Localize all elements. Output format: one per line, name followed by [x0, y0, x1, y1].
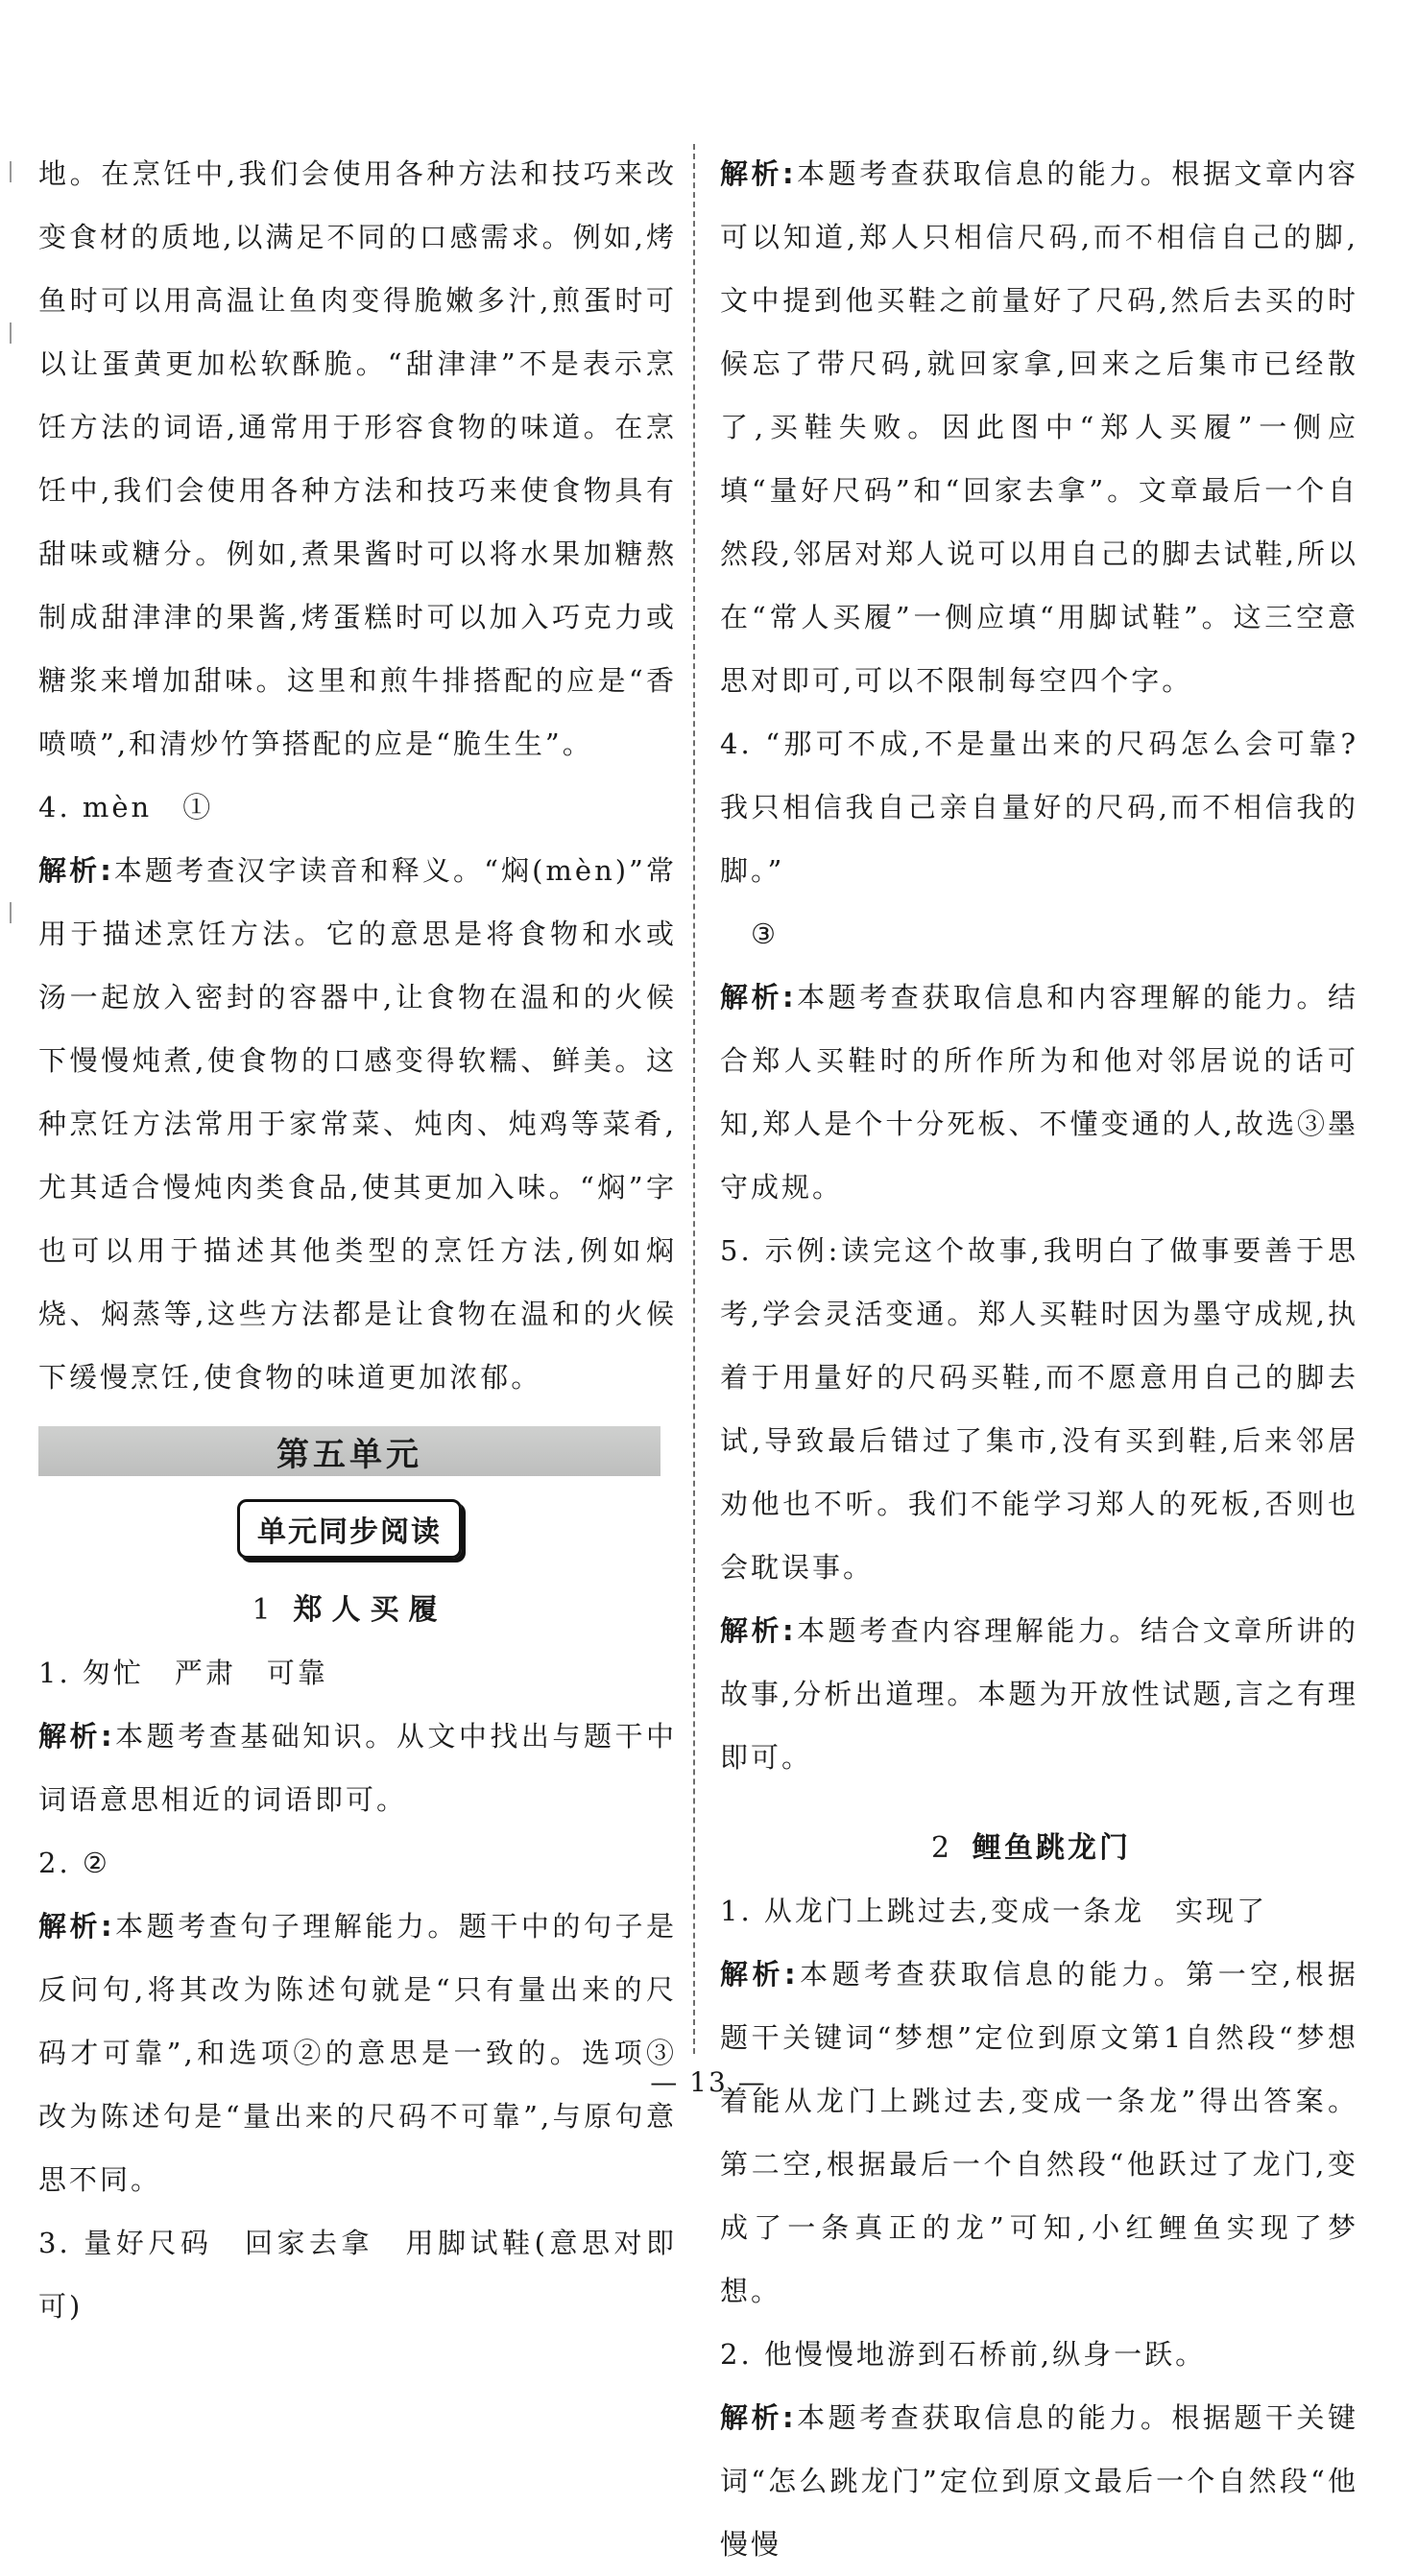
page-number: — 13 —: [650, 2066, 767, 2098]
analysis-text: 本题考查获取信息的能力。根据题干关键词“怎么跳龙门”定位到原文最后一个自然段“他慢慢: [720, 2401, 1358, 2561]
lesson1-answer-1: 1. 匆忙 严肃 可靠: [38, 1657, 328, 1689]
unit-title: 第五单元: [38, 1426, 660, 1476]
lesson-number: 2: [930, 1831, 950, 1865]
analysis-label: 解析:: [720, 1958, 799, 1991]
lesson2-answer-2: 2. 他慢慢地游到石桥前,纵身一跃。: [720, 2338, 1207, 2371]
analysis-label: 解析:: [720, 1614, 797, 1647]
lesson1-analysis-2: [38, 1895, 677, 2211]
lesson1-answer-4: 4. “那可不成,不是量出来的尺码怎么会可靠?我只相信我自己亲自量好的尺码,而不相信我的脚。”: [720, 727, 1358, 887]
lesson-name: 鲤鱼跳龙门: [973, 1831, 1132, 1865]
lesson-number: 1: [252, 1593, 271, 1627]
lesson-name: 郑人买履: [293, 1593, 447, 1627]
analysis-label: 解析:: [720, 981, 797, 1014]
lesson1-analysis-1: [38, 1705, 677, 1831]
lesson1-analysis-4: [720, 966, 1358, 1219]
right-column: [720, 142, 1358, 2576]
lesson1-answer-3: 3. 量好尺码 回家去拿 用脚试鞋(意思对即可): [38, 2227, 677, 2323]
lesson1-analysis-5: [720, 1599, 1358, 1789]
lesson2-analysis-1: [720, 1943, 1358, 2323]
left-column: [38, 142, 677, 2338]
lesson-1-title: [38, 1584, 660, 1637]
lesson2-analysis-2: [720, 2386, 1358, 2576]
answer-continuation: 地。在烹饪中,我们会使用各种方法和技巧来改变食材的质地,以满足不同的口感需求。例如,烤鱼时可以用高温让鱼肉变得脆嫩多汁,煎蛋时可以让蛋黄更加松软酥脆。“甜津津”不是表示烹饪方法的词语,通常用于形容食物的味道。在烹饪中,我们会使用各种方法和技巧来使食物具有甜味或糖分。例如,煮果酱时可以将水果加糖熬制成甜津津的果酱,烤蛋糕时可以加入巧克力或糖浆来增加甜味。这里和煎牛排搭配的应是“香喷喷”,和清炒竹笋搭配的应是“脆生生”。: [38, 157, 677, 760]
analysis-text: 本题考查汉字读音和释义。“焖(mèn)”常用于描述烹饪方法。它的意思是将食物和水或汤一起放入密封的容器中,让食物在温和的火候下慢慢炖煮,使食物的口感变得软糯、鲜美。这种烹饪方法常用于家常菜、炖肉、炖鸡等菜肴,尤其适合慢炖肉类食品,使其更加入味。“焖”字也可以用于描述其他类型的烹饪方法,例如焖烧、焖蒸等,这些方法都是让食物在温和的火候下缓慢烹饪,使食物的味道更加浓郁。: [38, 854, 677, 1394]
margin-tick: [10, 322, 12, 344]
section-tag: 单元同步阅读: [237, 1499, 462, 1559]
lesson1-analysis-3: [720, 142, 1358, 712]
margin-tick: [10, 161, 12, 182]
analysis-text: 本题考查内容理解能力。结合文章所讲的故事,分析出道理。本题为开放性试题,言之有理即可。: [720, 1614, 1358, 1774]
analysis-text: 本题考查获取信息和内容理解的能力。结合郑人买鞋时的所作所为和他对邻居说的话可知,郑人是个十分死板、不懂变通的人,故选③墨守成规。: [720, 981, 1358, 1204]
answer-4: 4. mèn ①: [38, 791, 214, 823]
lesson1-answer-5: 5. 示例:读完这个故事,我明白了做事要善于思考,学会灵活变通。郑人买鞋时因为墨守成规,执着于用量好的尺码买鞋,而不愿意用自己的脚去试,导致最后错过了集市,没有买到鞋,后来邻居劝他也不听。我们不能学习郑人的死板,否则也会耽误事。: [720, 1234, 1358, 1584]
analysis-label: 解析:: [720, 157, 797, 190]
analysis-label: 解析:: [720, 2401, 797, 2434]
analysis-text: 本题考查获取信息的能力。根据文章内容可以知道,郑人只相信尺码,而不相信自己的脚,文中提到他买鞋之前量好了尺码,然后去买的时候忘了带尺码,就回家拿,回来之后集市已经散了,买鞋失败。因此图中“郑人买履”一侧应填“量好尺码”和“回家去拿”。文章最后一个自然段,邻居对郑人说可以用自己的脚去试鞋,所以在“常人买履”一侧应填“用脚试鞋”。这三空意思对即可,可以不限制每空四个字。: [720, 157, 1358, 697]
analysis-text: 本题考查基础知识。从文中找出与题干中词语意思相近的词语即可。: [38, 1720, 677, 1816]
analysis-label: 解析:: [38, 1720, 115, 1753]
analysis-label: 解析:: [38, 854, 114, 887]
lesson1-answer-2: 2. ②: [38, 1847, 110, 1879]
section-tag-wrap: [38, 1499, 660, 1559]
analysis-text: 本题考查句子理解能力。题干中的句子是反问句,将其改为陈述句就是“只有量出来的尺码才可靠”,和选项②的意思是一致的。选项③改为陈述句是“量出来的尺码不可靠”,与原句意思不同。: [38, 1910, 677, 2196]
analysis-label: 解析:: [38, 1910, 115, 1943]
margin-tick: [10, 902, 12, 923]
lesson2-answer-1: 1. 从龙门上跳过去,变成一条龙 实现了: [720, 1895, 1268, 1927]
analysis-text: 本题考查获取信息的能力。第一空,根据题干关键词“梦想”定位到原文第1自然段“梦想着能从龙门上跳过去,变成一条龙”得出答案。第二空,根据最后一个自然段“他跃过了龙门,变成了一条真正的龙”可知,小红鲤鱼实现了梦想。: [720, 1958, 1358, 2307]
analysis-4: [38, 839, 677, 1409]
lesson-2-title: [720, 1822, 1342, 1875]
lesson1-answer-4-choice: ③: [751, 918, 779, 950]
column-divider: [693, 144, 695, 2054]
